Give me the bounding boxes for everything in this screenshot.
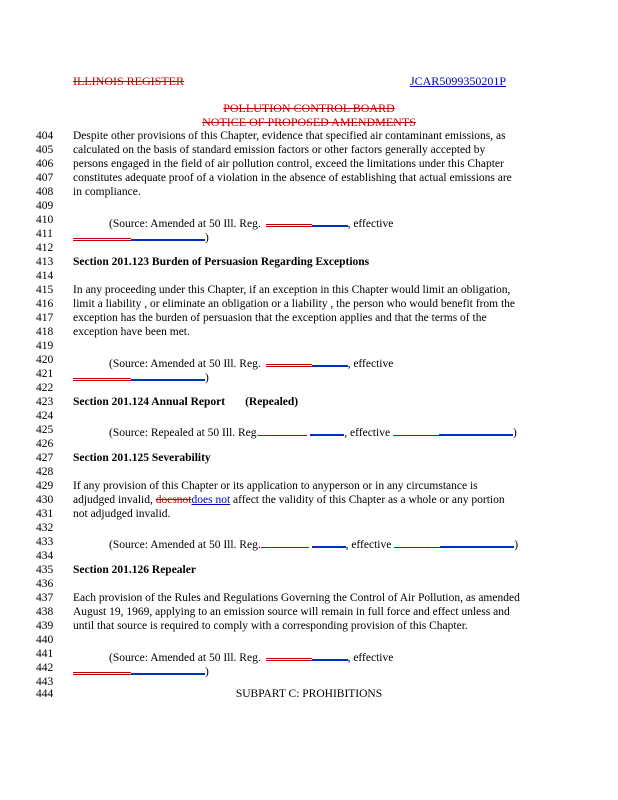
line-number: 438 <box>36 606 54 618</box>
line <box>0 549 618 563</box>
line <box>0 157 618 171</box>
effective-text: , effective <box>347 218 394 230</box>
line <box>0 381 618 395</box>
line-number: 427 <box>36 452 54 464</box>
line <box>0 325 618 339</box>
line-number: 424 <box>36 410 54 422</box>
line-number: 441 <box>36 648 54 660</box>
line-number: 419 <box>36 340 54 352</box>
inserted-blank <box>310 423 344 436</box>
close-paren: ) <box>205 372 209 384</box>
line-number: 417 <box>36 312 54 324</box>
body-text: In any proceeding under this Chapter, if an exception in this Chapter would limit an obligation, <box>73 284 511 296</box>
close-paren: ) <box>514 539 519 551</box>
line-number: 444 <box>36 688 54 700</box>
line-number: 429 <box>36 480 54 492</box>
line <box>0 311 618 325</box>
line-number: 405 <box>36 144 54 156</box>
deleted-blank <box>73 367 131 381</box>
line <box>0 437 618 451</box>
deleted-blank <box>266 213 312 227</box>
line-number: 410 <box>36 214 54 226</box>
line-number: 413 <box>36 256 54 268</box>
line <box>0 185 618 199</box>
line-number: 415 <box>36 284 54 296</box>
line <box>0 409 618 423</box>
deleted-text: doesnot <box>155 494 192 506</box>
line <box>0 535 618 549</box>
line-number: 434 <box>36 550 54 562</box>
deleted-blank <box>259 424 307 436</box>
effective-text: , effective <box>347 358 394 370</box>
line <box>0 647 618 664</box>
line-number: 416 <box>36 298 54 310</box>
line-number: 420 <box>36 354 54 366</box>
line-number: 426 <box>36 438 54 450</box>
effective-text: , effective <box>347 652 394 664</box>
line-number: 437 <box>36 592 54 604</box>
line-number: 406 <box>36 158 54 170</box>
source-text: (Source: Amended at 50 Ill. Reg. <box>109 539 261 551</box>
line-number: 432 <box>36 522 54 534</box>
line-number: 423 <box>36 396 54 408</box>
effective-text: , effective <box>344 427 391 439</box>
body-text: not adjudged invalid. <box>73 508 171 520</box>
line <box>0 633 618 647</box>
line <box>0 423 618 437</box>
line <box>0 353 618 370</box>
line-number: 418 <box>36 326 54 338</box>
line <box>0 227 618 244</box>
line <box>0 687 618 701</box>
section-heading: Section 201.126 Repealer <box>73 564 196 576</box>
line-number: 439 <box>36 620 54 632</box>
body-text: Despite other provisions of this Chapter, evidence that specified air contaminant emissions, as <box>73 130 506 142</box>
source-text: (Source: Repealed at 50 Ill. Reg. <box>109 427 260 439</box>
line-number: 411 <box>36 228 53 240</box>
line <box>0 451 618 465</box>
jcar-code: JCAR5099350201P <box>409 74 506 88</box>
line-number: 428 <box>36 466 54 478</box>
body-text-edited <box>73 493 505 507</box>
line <box>0 213 618 230</box>
inserted-blank <box>312 535 346 548</box>
deleted-blank <box>394 536 440 548</box>
line <box>0 241 618 255</box>
section-heading <box>73 395 298 409</box>
repealed-label: (Repealed) <box>245 396 299 408</box>
line <box>0 395 618 409</box>
body-text: exception has the burden of persuasion that the exception applies and that the terms of the <box>73 312 487 324</box>
line <box>0 479 618 493</box>
line <box>0 171 618 185</box>
deleted-blank <box>73 661 131 675</box>
notice-title: NOTICE OF PROPOSED AMENDMENTS <box>202 115 416 129</box>
inserted-blank <box>312 648 348 661</box>
inserted-blank <box>312 354 348 367</box>
line <box>0 493 618 507</box>
line-number: 408 <box>36 186 54 198</box>
deleted-blank <box>393 424 439 436</box>
line-number: 433 <box>36 536 54 548</box>
section-heading: Section 201.125 Severability <box>73 452 211 464</box>
line-number: 422 <box>36 382 54 394</box>
line <box>0 269 618 283</box>
line <box>0 661 618 678</box>
line-number: 442 <box>36 662 54 674</box>
body-text: persons engaged in the field of air pollution control, exceed the limitations under this Chapter <box>73 158 504 170</box>
body-text: If any provision of this Chapter or its application to anyperson or in any circumstance is <box>73 480 478 492</box>
body-text: Each provision of the Rules and Regulations Governing the Control of Air Pollution, as amended <box>73 592 520 604</box>
line <box>0 563 618 577</box>
body-text: limit a liability , or eliminate an obligation or a liability , the person who would benefit from the <box>73 298 516 310</box>
deleted-blank <box>266 353 312 367</box>
body-text: August 19, 1969, applying to an emission source will remain in full force and effect unless and <box>73 606 510 618</box>
line <box>0 605 618 619</box>
close-paren: ) <box>205 666 209 678</box>
subpart-heading: SUBPART C: PROHIBITIONS <box>235 688 383 700</box>
register-header: ILLINOIS REGISTER <box>73 74 184 88</box>
section-title: Section 201.124 Annual Report <box>73 396 226 408</box>
section-heading: Section 201.123 Burden of Persuasion Regarding Exceptions <box>73 256 370 268</box>
body-text: until that source is required to comply with a corresponding provision of this Chapter. <box>73 620 468 632</box>
line-number: 407 <box>36 172 54 184</box>
agency-title: POLLUTION CONTROL BOARD <box>223 101 395 115</box>
line <box>0 367 618 384</box>
line <box>0 283 618 297</box>
line <box>0 129 618 143</box>
line <box>0 199 618 213</box>
line <box>0 591 618 605</box>
line-number: 443 <box>36 676 54 688</box>
line-number: 412 <box>36 242 54 254</box>
body-text: exception have been met. <box>73 326 190 338</box>
line-number: 404 <box>36 130 54 142</box>
line <box>0 507 618 521</box>
body-text: calculated on the basis of standard emission factors or other factors generally accepted by <box>73 144 486 156</box>
line-number: 430 <box>36 494 54 506</box>
close-paren: ) <box>512 427 517 439</box>
line-number: 425 <box>36 424 54 436</box>
inserted-blank <box>131 228 205 241</box>
line <box>0 339 618 353</box>
body-text: constitutes adequate proof of a violation in the absence of establishing that actual emissions are <box>73 172 512 184</box>
line <box>0 255 618 269</box>
inserted-blank <box>440 535 514 548</box>
line <box>0 577 618 591</box>
line <box>0 465 618 479</box>
inserted-blank <box>131 662 205 675</box>
inserted-text: does not <box>191 494 231 506</box>
line-number: 436 <box>36 578 54 590</box>
line-number: 414 <box>36 270 54 282</box>
deleted-blank <box>261 536 309 548</box>
body-text: in compliance. <box>73 186 141 198</box>
effective-text: , effective <box>345 539 392 551</box>
line <box>0 143 618 157</box>
line <box>0 619 618 633</box>
line <box>0 521 618 535</box>
deleted-blank <box>73 227 131 241</box>
line-number: 421 <box>36 368 54 380</box>
inserted-blank <box>312 214 348 227</box>
line-number: 440 <box>36 634 54 646</box>
body-text: affect the validity of this Chapter as a whole or any portion <box>233 494 505 506</box>
source-text: (Source: Amended at 50 Ill. Reg. <box>109 358 261 370</box>
line-number: 409 <box>36 200 54 212</box>
line-number: 435 <box>36 564 54 576</box>
inserted-blank <box>439 423 513 436</box>
close-paren: ) <box>205 232 209 244</box>
line-number: 431 <box>36 508 54 520</box>
body-text: adjudged invalid, <box>73 494 153 506</box>
line <box>0 297 618 311</box>
inserted-blank <box>131 368 205 381</box>
source-text: (Source: Amended at 50 Ill. Reg. <box>109 218 261 230</box>
source-text: (Source: Amended at 50 Ill. Reg. <box>109 652 261 664</box>
deleted-blank <box>266 647 312 661</box>
